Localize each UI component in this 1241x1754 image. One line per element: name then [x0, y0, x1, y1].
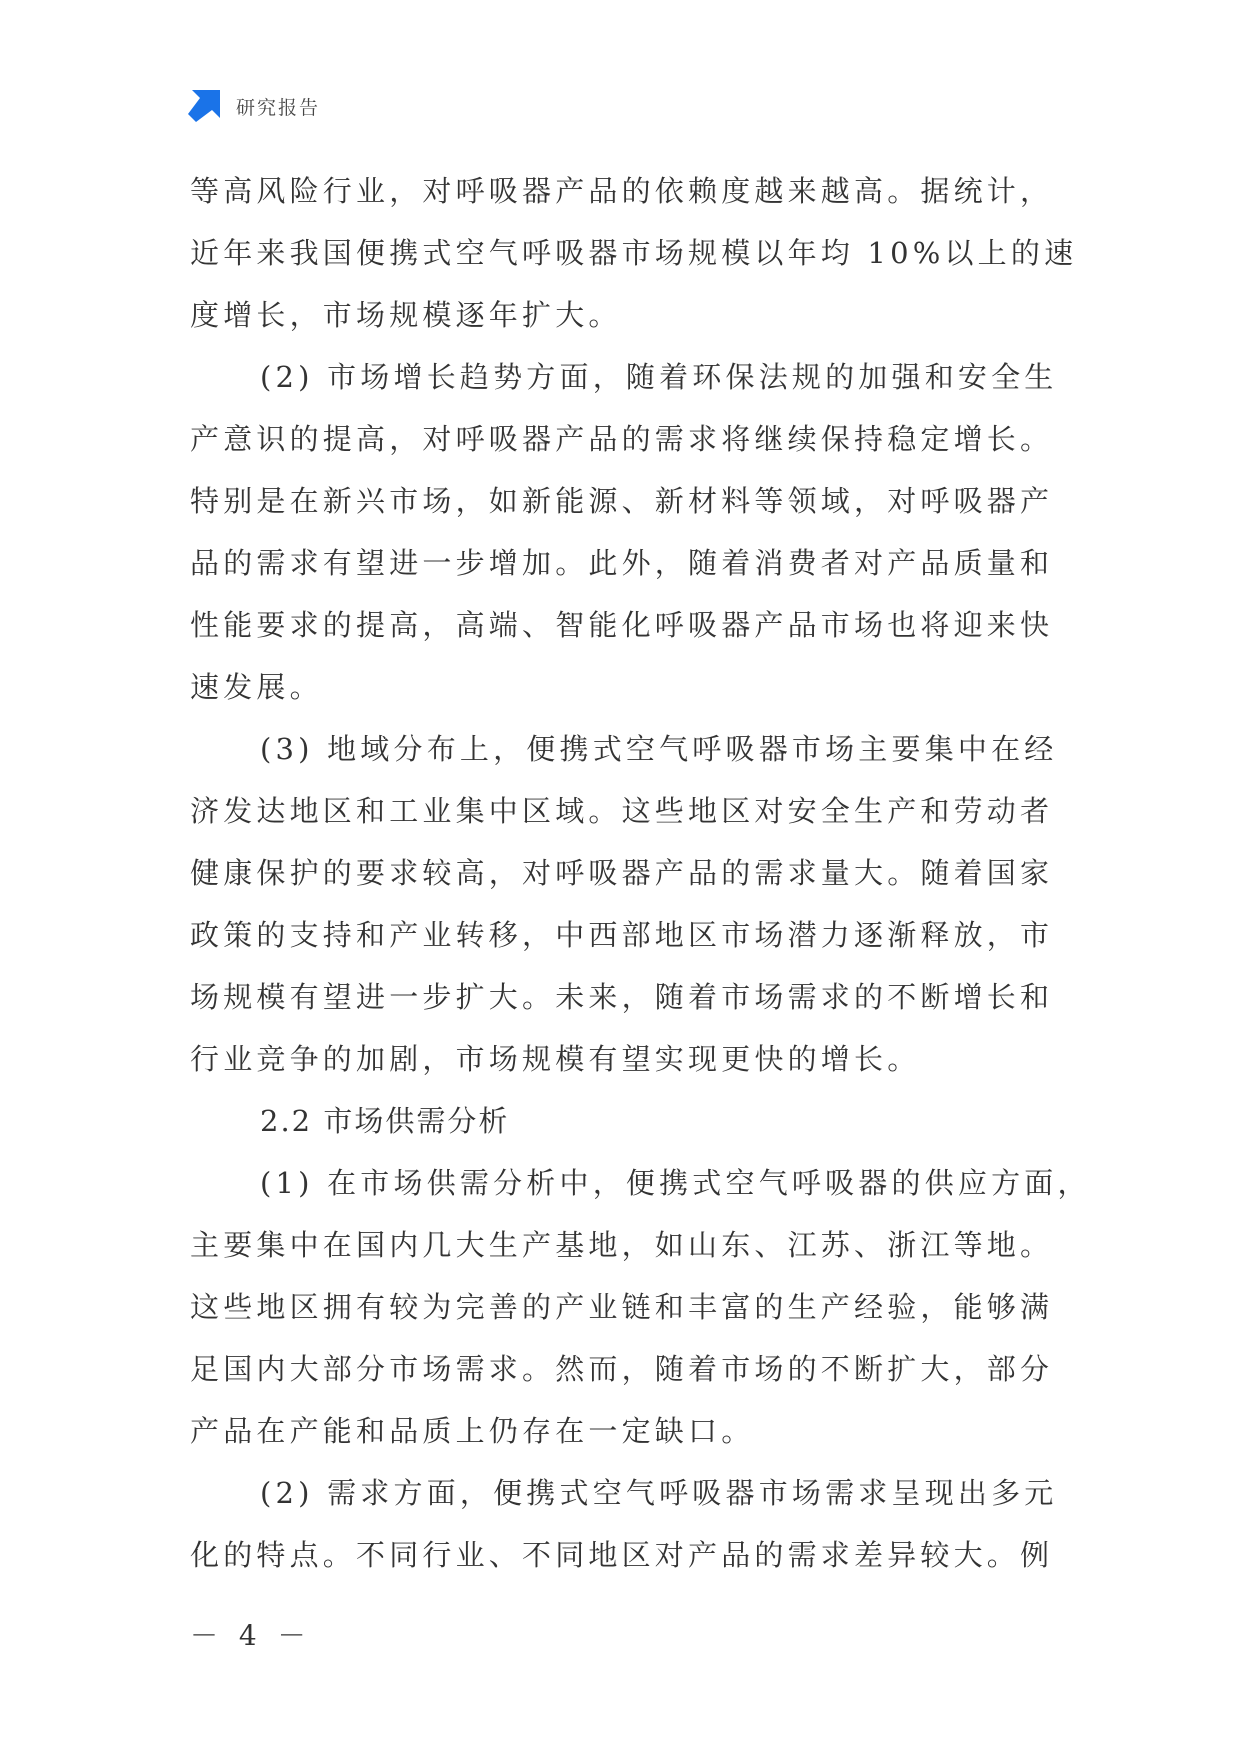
text-line: 产意识的提高，对呼吸器产品的需求将继续保持稳定增长。: [190, 422, 1054, 456]
text-line: 化的特点。不同行业、不同地区对产品的需求差异较大。例: [190, 1538, 1054, 1572]
text-line: 这些地区拥有较为完善的产业链和丰富的生产经验，能够满: [190, 1290, 1054, 1324]
paragraph-start-line: (1) 在市场供需分析中，便携式空气呼吸器的供应方面，: [260, 1166, 1091, 1200]
text-line: 近年来我国便携式空气呼吸器市场规模以年均 10%以上的速: [190, 236, 1078, 270]
text-line: 品的需求有望进一步增加。此外，随着消费者对产品质量和: [190, 546, 1054, 580]
text-line: 足国内大部分市场需求。然而，随着市场的不断扩大，部分: [190, 1352, 1054, 1386]
text-line: 产品在产能和品质上仍存在一定缺口。: [190, 1414, 755, 1448]
text-line: 速发展。: [190, 670, 323, 704]
report-header: [186, 88, 320, 124]
text-line: 行业竞争的加剧，市场规模有望实现更快的增长。: [190, 1042, 921, 1076]
paragraph-start-line: (2) 需求方面，便携式空气呼吸器市场需求呈现出多元: [260, 1476, 1058, 1510]
arrow-up-right-icon: [186, 88, 222, 124]
header-title: 研究报告: [236, 96, 321, 119]
document-body: [190, 160, 1091, 1586]
text-line: 性能要求的提高，高端、智能化呼吸器产品市场也将迎来快: [190, 608, 1054, 642]
text-line: 主要集中在国内几大生产基地，如山东、江苏、浙江等地。: [190, 1228, 1054, 1262]
text-line: 特别是在新兴市场，如新能源、新材料等领域，对呼吸器产: [190, 484, 1054, 518]
text-line: 政策的支持和产业转移，中西部地区市场潜力逐渐释放，市: [190, 918, 1054, 952]
page-number: － 4 －: [190, 1619, 312, 1652]
text-line: 济发达地区和工业集中区域。这些地区对安全生产和劳动者: [190, 794, 1054, 828]
text-line: 健康保护的要求较高，对呼吸器产品的需求量大。随着国家: [190, 856, 1054, 890]
paragraph-start-line: (2) 市场增长趋势方面，随着环保法规的加强和安全生: [260, 360, 1058, 394]
text-line: 度增长，市场规模逐年扩大。: [190, 298, 622, 332]
paragraph-start-line: (3) 地域分布上，便携式空气呼吸器市场主要集中在经: [260, 732, 1058, 766]
section-heading: 2.2 市场供需分析: [260, 1104, 510, 1138]
text-line: 场规模有望进一步扩大。未来，随着市场需求的不断增长和: [190, 980, 1054, 1014]
text-line: 等高风险行业，对呼吸器产品的依赖度越来越高。据统计，: [190, 174, 1054, 208]
